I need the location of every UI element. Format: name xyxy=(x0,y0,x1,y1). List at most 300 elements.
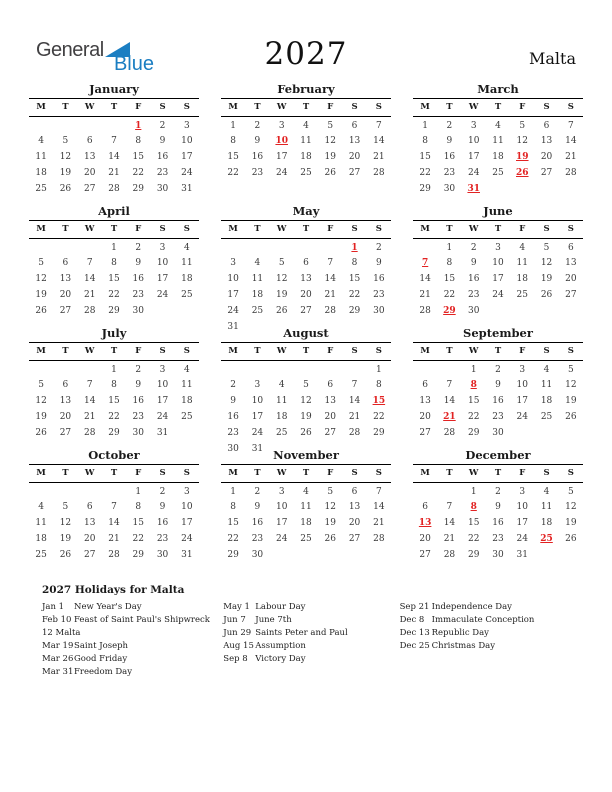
week-row xyxy=(29,409,199,425)
weekday-header: T xyxy=(245,343,269,361)
week-row xyxy=(413,531,583,547)
holiday-date: Jun 7 xyxy=(223,615,246,625)
date-cell: 30 xyxy=(227,443,239,454)
date-cell: 19 xyxy=(59,533,72,544)
week-row xyxy=(413,165,583,181)
weekday-header: W xyxy=(270,465,294,483)
date-cell: 17 xyxy=(275,517,288,528)
month-table xyxy=(29,221,199,319)
month-october xyxy=(24,448,204,570)
weekday-header: T xyxy=(53,343,77,361)
month-table xyxy=(29,99,199,197)
holiday-name: New Year's Day xyxy=(74,602,142,612)
date-cell: 25 xyxy=(275,427,288,438)
month-table xyxy=(413,99,583,197)
date-cell: 4 xyxy=(38,135,44,146)
date-cell: 18 xyxy=(300,517,312,528)
date-cell: 18 xyxy=(540,395,553,406)
date-cell: 24 xyxy=(251,427,264,438)
date-cell: 25 xyxy=(251,305,264,316)
date-cell: 1 xyxy=(135,486,142,497)
date-cell: 18 xyxy=(516,273,528,284)
week-row xyxy=(221,393,391,409)
date-cell: 27 xyxy=(324,427,336,438)
date-cell: 10 xyxy=(251,395,264,406)
holiday-name: Saints Peter and Paul xyxy=(255,628,348,638)
holiday-item xyxy=(223,640,399,653)
date-cell: 26 xyxy=(324,167,336,178)
month-table xyxy=(221,465,391,563)
week-row xyxy=(221,499,391,515)
date-cell: 15 xyxy=(227,517,239,528)
date-cell: 4 xyxy=(519,242,526,253)
weekday-header: F xyxy=(318,343,342,361)
date-cell: 9 xyxy=(470,257,477,268)
date-cell: 26 xyxy=(35,427,47,438)
date-cell: 16 xyxy=(132,273,144,284)
date-cell: 18 xyxy=(251,289,264,300)
date-cell: 2 xyxy=(254,486,261,497)
date-cell: 8 xyxy=(230,135,236,146)
empty-cell xyxy=(559,425,583,441)
date-cell: 9 xyxy=(159,135,166,146)
date-cell: 24 xyxy=(181,533,193,544)
date-cell: 5 xyxy=(543,242,550,253)
holiday-date: Dec 8 xyxy=(399,615,425,625)
date-cell: 5 xyxy=(278,257,285,268)
weekday-header: S xyxy=(534,221,558,239)
date-cell: 20 xyxy=(59,411,72,422)
date-cell: 9 xyxy=(230,395,236,406)
holiday-date: Dec 25 xyxy=(399,641,430,651)
date-cell: 10 xyxy=(275,501,288,512)
holiday-item xyxy=(42,614,223,640)
week-row xyxy=(29,547,199,563)
date-cell: 25 xyxy=(300,533,312,544)
weekday-header: M xyxy=(221,343,245,361)
date-cell: 14 xyxy=(443,517,456,528)
date-cell: 3 xyxy=(230,257,236,268)
date-cell: 21 xyxy=(108,167,120,178)
date-cell: 23 xyxy=(467,289,480,300)
week-row xyxy=(413,117,583,133)
date-cell: 10 xyxy=(227,273,239,284)
date-cell: 27 xyxy=(59,427,72,438)
date-cell: 10 xyxy=(156,379,169,390)
date-cell: 17 xyxy=(516,395,528,406)
holiday-date-cell: 21 xyxy=(443,411,456,422)
week-row xyxy=(29,271,199,287)
date-cell: 5 xyxy=(38,257,44,268)
date-cell: 16 xyxy=(156,517,169,528)
date-cell: 5 xyxy=(62,135,69,146)
holiday-date-cell: 1 xyxy=(351,242,358,253)
date-cell: 29 xyxy=(108,427,120,438)
date-cell: 8 xyxy=(135,135,142,146)
date-cell: 8 xyxy=(351,257,358,268)
holiday-date: Jun 29 xyxy=(223,628,252,638)
date-cell: 27 xyxy=(59,305,72,316)
date-cell: 5 xyxy=(38,379,44,390)
holiday-date: Mar 31 xyxy=(42,667,74,677)
weekday-header: W xyxy=(78,465,102,483)
holiday-date-cell: 26 xyxy=(516,167,529,178)
weekday-header: M xyxy=(221,221,245,239)
date-cell: 2 xyxy=(230,379,236,390)
month-title: January xyxy=(29,82,199,99)
date-cell: 27 xyxy=(540,167,553,178)
date-cell: 28 xyxy=(324,305,336,316)
empty-cell xyxy=(245,361,269,377)
week-row xyxy=(413,499,583,515)
weekday-header-row xyxy=(413,99,583,117)
week-row xyxy=(29,287,199,303)
date-cell: 1 xyxy=(230,486,236,497)
empty-cell xyxy=(559,181,583,197)
weekday-header: W xyxy=(270,221,294,239)
weekday-header: T xyxy=(294,465,318,483)
holiday-column xyxy=(223,601,399,666)
empty-cell xyxy=(342,547,366,563)
weekday-header-row xyxy=(221,221,391,239)
empty-cell xyxy=(486,303,510,319)
week-row xyxy=(413,271,583,287)
date-cell: 14 xyxy=(83,273,96,284)
empty-cell xyxy=(413,239,437,255)
date-cell: 17 xyxy=(156,395,169,406)
date-cell: 12 xyxy=(35,273,47,284)
date-cell: 7 xyxy=(375,486,382,497)
date-cell: 3 xyxy=(278,120,285,131)
date-cell: 24 xyxy=(156,411,169,422)
date-cell: 31 xyxy=(251,443,264,454)
empty-cell xyxy=(559,547,583,563)
date-cell: 1 xyxy=(111,364,117,375)
weekday-header: S xyxy=(342,343,366,361)
weekday-header: S xyxy=(367,343,391,361)
date-cell: 26 xyxy=(59,183,72,194)
date-cell: 2 xyxy=(159,486,166,497)
empty-cell xyxy=(78,117,102,133)
date-cell: 12 xyxy=(300,395,312,406)
weekday-header: W xyxy=(462,221,486,239)
date-cell: 8 xyxy=(111,379,117,390)
month-table xyxy=(413,221,583,319)
holiday-name: Christmas Day xyxy=(431,641,496,651)
weekday-header: W xyxy=(78,221,102,239)
date-cell: 2 xyxy=(375,242,382,253)
date-cell: 26 xyxy=(300,427,312,438)
month-march xyxy=(408,82,588,204)
month-september xyxy=(408,326,588,448)
empty-cell xyxy=(534,181,558,197)
date-cell: 14 xyxy=(348,395,361,406)
date-cell: 25 xyxy=(181,411,193,422)
weekday-header: T xyxy=(437,221,461,239)
date-cell: 4 xyxy=(543,486,550,497)
month-december xyxy=(408,448,588,570)
month-title: August xyxy=(221,326,391,343)
week-row xyxy=(29,165,199,181)
date-cell: 31 xyxy=(181,549,193,560)
date-cell: 4 xyxy=(38,501,44,512)
weekday-header: W xyxy=(270,99,294,117)
weekday-header-row xyxy=(29,221,199,239)
date-cell: 23 xyxy=(227,427,239,438)
date-cell: 16 xyxy=(251,517,264,528)
date-cell: 24 xyxy=(275,167,288,178)
holiday-date-cell: 15 xyxy=(372,395,386,406)
date-cell: 17 xyxy=(181,517,193,528)
date-cell: 22 xyxy=(132,533,144,544)
holidays-section xyxy=(42,584,570,679)
date-cell: 3 xyxy=(470,120,477,131)
holiday-name: Feast of Saint Paul's Shipwreck 12 Malta xyxy=(42,615,210,638)
empty-cell xyxy=(486,181,510,197)
empty-cell xyxy=(175,425,199,441)
month-table xyxy=(221,343,391,457)
week-row xyxy=(29,377,199,393)
date-cell: 17 xyxy=(156,273,169,284)
empty-cell xyxy=(318,239,342,255)
week-row xyxy=(221,547,391,563)
weekday-header: F xyxy=(318,99,342,117)
week-row xyxy=(413,377,583,393)
date-cell: 6 xyxy=(62,379,69,390)
date-cell: 18 xyxy=(35,167,47,178)
weekday-header: S xyxy=(342,221,366,239)
date-cell: 17 xyxy=(492,273,504,284)
empty-cell xyxy=(510,425,534,441)
week-row xyxy=(413,133,583,149)
date-cell: 18 xyxy=(540,517,553,528)
date-cell: 10 xyxy=(467,135,480,146)
weekday-header: M xyxy=(413,343,437,361)
date-cell: 21 xyxy=(419,289,431,300)
weekday-header: T xyxy=(53,465,77,483)
week-row xyxy=(413,239,583,255)
date-cell: 13 xyxy=(59,273,72,284)
date-cell: 13 xyxy=(419,395,431,406)
week-row xyxy=(221,255,391,271)
date-cell: 12 xyxy=(516,135,528,146)
date-cell: 30 xyxy=(443,183,456,194)
date-cell: 9 xyxy=(495,379,501,390)
holiday-column xyxy=(400,601,570,653)
date-cell: 23 xyxy=(492,533,504,544)
date-cell: 6 xyxy=(86,135,93,146)
date-cell: 24 xyxy=(492,289,504,300)
date-cell: 3 xyxy=(278,486,285,497)
date-cell: 14 xyxy=(419,273,431,284)
date-cell: 19 xyxy=(35,411,47,422)
weekday-header: F xyxy=(510,99,534,117)
date-cell: 12 xyxy=(324,135,336,146)
month-table xyxy=(221,221,391,335)
weekday-header: M xyxy=(413,465,437,483)
date-cell: 14 xyxy=(108,151,120,162)
holiday-item xyxy=(223,653,399,666)
date-cell: 18 xyxy=(35,533,47,544)
week-row xyxy=(413,547,583,563)
holiday-name: Republic Day xyxy=(431,628,489,638)
empty-cell xyxy=(367,547,391,563)
date-cell: 23 xyxy=(132,289,144,300)
date-cell: 6 xyxy=(543,120,550,131)
week-row xyxy=(221,425,391,441)
empty-cell xyxy=(53,483,77,499)
weekday-header: W xyxy=(462,465,486,483)
week-row xyxy=(29,483,199,499)
empty-cell xyxy=(102,117,126,133)
date-cell: 13 xyxy=(348,135,361,146)
date-cell: 2 xyxy=(135,242,142,253)
date-cell: 13 xyxy=(324,395,336,406)
date-cell: 15 xyxy=(443,273,456,284)
logo-text-blue: Blue xyxy=(113,53,154,75)
week-row xyxy=(29,361,199,377)
week-row xyxy=(221,117,391,133)
date-cell: 7 xyxy=(86,379,93,390)
calendar-grid xyxy=(24,82,588,570)
weekday-header-row xyxy=(221,343,391,361)
month-title: July xyxy=(29,326,199,343)
date-cell: 25 xyxy=(35,183,47,194)
holiday-name: Saint Joseph xyxy=(74,641,129,651)
date-cell: 28 xyxy=(565,167,577,178)
region-label: Malta xyxy=(528,49,576,68)
week-row xyxy=(413,425,583,441)
week-row xyxy=(221,133,391,149)
week-row xyxy=(221,239,391,255)
date-cell: 31 xyxy=(227,321,239,332)
date-cell: 21 xyxy=(83,289,96,300)
week-row xyxy=(29,149,199,165)
date-cell: 29 xyxy=(373,427,385,438)
date-cell: 10 xyxy=(516,379,528,390)
empty-cell xyxy=(534,425,558,441)
weekday-header: T xyxy=(245,99,269,117)
weekday-header: S xyxy=(559,465,583,483)
week-row xyxy=(221,165,391,181)
date-cell: 11 xyxy=(181,257,193,268)
week-row xyxy=(221,409,391,425)
week-row xyxy=(221,287,391,303)
date-cell: 30 xyxy=(132,427,144,438)
week-row xyxy=(221,483,391,499)
date-cell: 13 xyxy=(83,151,96,162)
date-cell: 8 xyxy=(111,257,117,268)
date-cell: 22 xyxy=(227,533,239,544)
empty-cell xyxy=(78,483,102,499)
date-cell: 1 xyxy=(422,120,428,131)
date-cell: 16 xyxy=(251,151,264,162)
date-cell: 5 xyxy=(519,120,526,131)
date-cell: 18 xyxy=(300,151,312,162)
week-row xyxy=(221,271,391,287)
holiday-item xyxy=(42,666,223,679)
holiday-date-cell: 13 xyxy=(418,517,432,528)
date-cell: 7 xyxy=(375,120,382,131)
date-cell: 9 xyxy=(254,501,261,512)
date-cell: 7 xyxy=(111,501,117,512)
date-cell: 6 xyxy=(303,257,309,268)
date-cell: 1 xyxy=(470,486,477,497)
holiday-item xyxy=(42,640,223,653)
holiday-date: May 1 xyxy=(223,602,250,612)
date-cell: 21 xyxy=(373,517,385,528)
holiday-item xyxy=(42,653,223,666)
holiday-name: Assumption xyxy=(255,641,306,651)
month-table xyxy=(29,465,199,563)
empty-cell xyxy=(53,239,77,255)
date-cell: 27 xyxy=(300,305,312,316)
date-cell: 14 xyxy=(373,501,385,512)
date-cell: 6 xyxy=(422,379,428,390)
date-cell: 9 xyxy=(159,501,166,512)
weekday-header: S xyxy=(367,221,391,239)
month-may xyxy=(216,204,396,332)
date-cell: 19 xyxy=(565,517,577,528)
month-july xyxy=(24,326,204,448)
date-cell: 30 xyxy=(132,305,144,316)
date-cell: 15 xyxy=(348,273,361,284)
holiday-item xyxy=(223,627,399,640)
date-cell: 20 xyxy=(300,289,312,300)
date-cell: 13 xyxy=(300,273,312,284)
date-cell: 7 xyxy=(446,501,453,512)
empty-cell xyxy=(510,181,534,197)
date-cell: 22 xyxy=(373,411,385,422)
weekday-header: T xyxy=(437,465,461,483)
weekday-header: S xyxy=(150,99,174,117)
date-cell: 11 xyxy=(540,379,553,390)
week-row xyxy=(413,181,583,197)
date-cell: 14 xyxy=(83,395,96,406)
holiday-item xyxy=(42,601,223,614)
weekday-header: M xyxy=(29,343,53,361)
date-cell: 19 xyxy=(540,273,553,284)
date-cell: 11 xyxy=(181,379,193,390)
date-cell: 22 xyxy=(467,411,480,422)
weekday-header-row xyxy=(29,99,199,117)
empty-cell xyxy=(270,239,294,255)
empty-cell xyxy=(78,239,102,255)
weekday-header: T xyxy=(437,99,461,117)
weekday-header: T xyxy=(486,465,510,483)
week-row xyxy=(413,393,583,409)
weekday-header-row xyxy=(413,343,583,361)
date-cell: 28 xyxy=(108,183,120,194)
holiday-name: Victory Day xyxy=(255,654,306,664)
date-cell: 22 xyxy=(443,289,456,300)
weekday-header: W xyxy=(462,99,486,117)
date-cell: 27 xyxy=(419,549,431,560)
date-cell: 26 xyxy=(540,289,553,300)
week-row xyxy=(29,255,199,271)
date-cell: 21 xyxy=(565,151,577,162)
year-title: 2027 xyxy=(264,36,348,72)
date-cell: 22 xyxy=(108,411,120,422)
weekday-header: F xyxy=(126,99,150,117)
date-cell: 5 xyxy=(327,120,334,131)
holiday-item xyxy=(223,614,399,627)
date-cell: 10 xyxy=(181,135,193,146)
date-cell: 9 xyxy=(135,257,142,268)
holiday-date: Sep 21 xyxy=(399,602,430,612)
holiday-date-cell: 1 xyxy=(135,120,142,131)
date-cell: 27 xyxy=(348,167,361,178)
